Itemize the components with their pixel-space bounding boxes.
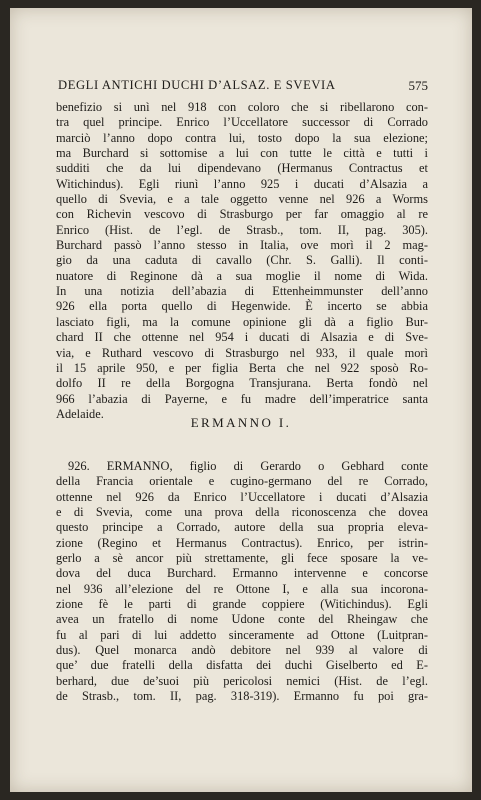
text-line: quello di Svevia, e a tale oggetto venne nel 926 a Worms	[56, 192, 428, 207]
text-line: dolfo II re della Borgogna Transjurana. Berta fondò nel	[56, 376, 428, 391]
text-line: il 15 aprile 950, e per figlia Berta che nel 922 sposò Ro-	[56, 360, 428, 375]
book-page	[10, 8, 472, 792]
paragraph-burchard	[56, 100, 428, 422]
text-line: sudditi che da lui dipendevano (Hermanus Contractus et	[56, 161, 428, 176]
text-line: della Francia orientale e cugino-germano del re Corrado,	[56, 474, 428, 489]
text-line: que’ due fratelli della disfatta dei duchi Giselberto ed E-	[56, 658, 428, 673]
page-header	[10, 78, 472, 98]
text-line: lasciato figli, ma la comune opinione gli dà a figlio Bur-	[56, 314, 428, 329]
text-line: dus). Quel monarca andò debitore nel 939 al valore di	[56, 643, 428, 658]
text-line: via, e Ruthard vescovo di Strasburgo nel 933, il quale morì	[56, 345, 428, 360]
text-line: 966 l’abazia di Payerne, e fu madre dell’imperatrice santa	[56, 391, 428, 406]
text-line: 926. ERMANNO, figlio di Gerardo o Gebhard conte	[68, 459, 428, 473]
text-line: nel 936 all’elezione del re Ottone I, e alla sua incorona-	[56, 581, 428, 596]
text-line: berhard, due de’suoi più pericolosi nemici (Hist. de l’egl.	[56, 673, 428, 688]
text-line: 926 ella porta quello di Hegenwide. È incerto se abbia	[56, 299, 428, 314]
text-line: gerlo a sè ancor più strettamente, gli fece sposare la ve-	[56, 551, 428, 566]
text-line: Burchard passò l’anno stesso in Italia, ove morì il 2 mag-	[56, 238, 428, 253]
text-line: chard II che ottenne nel 954 i ducati di Alsazia e di Sve-	[56, 330, 428, 345]
text-line: benefizio si unì nel 918 con coloro che si ribellarono con-	[56, 100, 428, 114]
text-line: ma Burchard si sottomise a lui con tutte le città e tutti i	[56, 146, 428, 161]
text-line: Enrico (Hist. de l’egl. de Strasb., tom. II, pag. 305).	[56, 222, 428, 237]
text-line: nuatore di Reginone dà a sua moglie il nome di Wida.	[56, 268, 428, 283]
text-line: gio da una caduta di cavallo (Chr. S. Galli). Il conti-	[56, 253, 428, 268]
text-line: questo principe a Corrado, autore della sua propria eleva-	[56, 520, 428, 535]
text-line: ottenne nel 926 da Enrico l’Uccellatore i ducati d’Alsazia	[56, 489, 428, 504]
text-line: Witichindus). Egli riunì l’anno 925 i ducati d’Alsazia a	[56, 176, 428, 191]
page-number: 575	[408, 78, 428, 93]
text-line: avea un fratello di nome Udone conte del Rheingaw che	[56, 612, 428, 627]
paragraph-ermanno	[56, 459, 428, 705]
text-line: tra quel principe. Enrico l’Uccellatore successor di Corrado	[56, 115, 428, 130]
text-line: zione (Regino et Hermanus Contractus). Enrico, per istrin-	[56, 535, 428, 550]
text-line: e di Svevia, come una prova della riconoscenza che dovea	[56, 505, 428, 520]
text-line: marciò l’anno dopo contra lui, tosto dopo la sua elezione;	[56, 130, 428, 145]
text-line: de Strasb., tom. II, pag. 318-319). Ermanno fu poi gra-	[56, 689, 428, 704]
section-heading: ERMANNO I.	[190, 415, 292, 430]
text-line: Adelaide.	[56, 406, 104, 421]
running-head: DEGLI ANTICHI DUCHI D’ALSAZ. E SVEVIA	[58, 78, 336, 92]
text-line: In una notizia dell’abazia di Ettenheimmunster dell’anno	[56, 284, 428, 299]
text-line: fu al pari di lui addetto sinceramente ad Ottone (Luitpran-	[56, 627, 428, 642]
text-line: dova del duca Burchard. Ermanno intervenne e concorse	[56, 566, 428, 581]
text-line: zione fè le parti di grande coppiere (Witichindus). Egli	[56, 597, 428, 612]
text-line: con Richevin vescovo di Strasburgo per far omaggio al re	[56, 207, 428, 222]
